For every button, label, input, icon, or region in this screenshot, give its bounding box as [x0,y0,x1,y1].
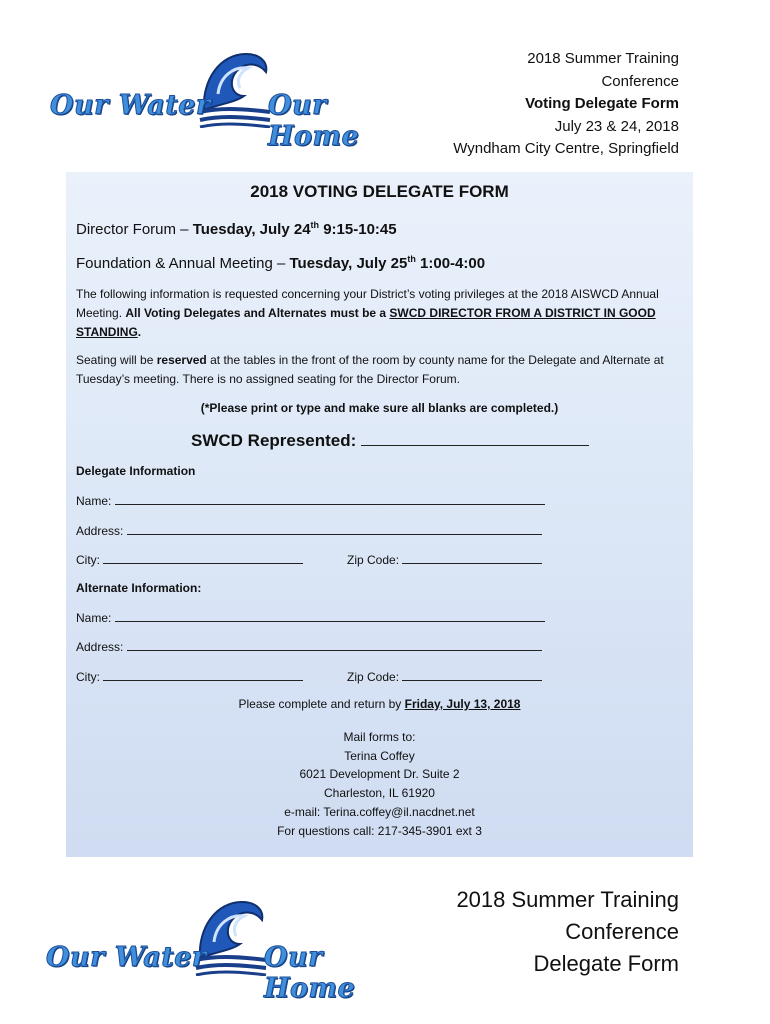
form-title: 2018 VOTING DELEGATE FORM [250,182,509,201]
return-date: Friday, July 13, 2018 [404,697,521,711]
director-prefix: Director Forum – [76,221,193,238]
mail-block [66,728,693,840]
mail-line-3: 6021 Development Dr. Suite 2 [299,767,460,782]
delegate-city-label: City: [76,553,104,567]
para1-b: All Voting Delegates and Alternates must be a [125,306,390,320]
alternate-city-row [76,668,303,684]
header-line-3: Voting Delegate Form [525,95,679,112]
delegate-zip-input[interactable] [402,551,542,564]
mail-line-1: Mail forms to: [343,730,416,744]
header-line-4: July 23 & 24, 2018 [554,117,679,135]
delegate-city-row [76,551,303,567]
header-block [453,48,679,161]
foundation-line [76,254,485,272]
para1-d: . [137,325,142,339]
swcd-input[interactable] [361,433,589,446]
alternate-city-input[interactable] [103,668,303,681]
return-line [66,697,693,711]
mail-line-2: Terina Coffey [344,748,415,763]
alternate-name-input[interactable] [115,609,545,622]
alternate-heading: Alternate Information: [76,581,202,595]
return-prefix: Please complete and return by [238,697,405,711]
delegate-name-label: Name: [76,494,115,508]
footer-line-3: Delegate Form [533,951,679,976]
logo-bottom [46,898,406,1004]
foundation-time: 1:00-4:00 [415,255,486,272]
para1-a: The following information is requested concerning your District’s voting privileges at the 2018 AISWCD Annual Meeting. [76,287,659,320]
intro-paragraph [76,285,676,342]
director-sup: th [310,220,320,230]
para2-a: Seating will be [76,353,157,367]
delegate-city-input[interactable] [103,551,303,564]
footer-line-2: Conference [565,919,679,944]
para2-b: reserved [156,353,207,367]
alternate-zip-label: Zip Code: [347,670,403,684]
logo-word-left: Our Water [50,90,211,121]
footer-title [456,884,679,980]
delegate-name-row [76,492,545,508]
header-line-2: Conference [601,72,679,90]
delegate-name-input[interactable] [115,492,545,505]
delegate-address-label: Address: [76,524,127,538]
alternate-address-input[interactable] [127,638,542,651]
foundation-prefix: Foundation & Annual Meeting – [76,255,290,272]
mail-email[interactable]: e-mail: Terina.coffey@il.nacdnet.net [284,804,475,819]
foundation-day: Tuesday, July 25 [289,255,408,272]
logo-top [50,50,410,152]
director-day: Tuesday, July 24 [192,221,311,238]
logo-word-right: Our Home [268,90,360,152]
alternate-name-label: Name: [76,611,115,625]
alternate-name-row [76,609,545,625]
form-panel [66,172,693,857]
print-note: (*Please print or type and make sure all blanks are completed.) [200,401,559,415]
mail-phone: For questions call: 217-345-3901 ext 3 [277,823,482,838]
para1-c: SWCD DIRECTOR FROM A DISTRICT IN GOOD STANDING [76,306,656,339]
director-forum-line [76,220,397,238]
alternate-zip-input[interactable] [402,668,542,681]
delegate-address-input[interactable] [127,522,542,535]
swcd-label: SWCD Represented: [191,431,362,450]
header-line-5: Wyndham City Centre, Springfield [453,140,679,157]
logo-bottom-word-left: Our Water [46,942,207,973]
logo-bottom-word-right: Our Home [264,942,356,1004]
delegate-address-row [76,522,542,538]
alternate-zip-row [347,668,542,684]
footer-line-1: 2018 Summer Training [456,887,679,912]
delegate-heading: Delegate Information [76,464,196,478]
mail-line-4: Charleston, IL 61920 [324,786,435,801]
swcd-represented [191,431,589,451]
para2-c: at the tables in the front of the room by county name for the Delegate and Alternate at Tuesday’s meeting. There is no assigned seating for the Director Forum. [76,353,664,386]
seating-paragraph [76,351,676,389]
alternate-address-label: Address: [76,640,127,654]
director-time: 9:15-10:45 [319,221,397,238]
delegate-zip-row [347,551,542,567]
header-line-1: 2018 Summer Training [527,50,679,67]
alternate-address-row [76,638,542,654]
delegate-zip-label: Zip Code: [347,553,403,567]
foundation-sup: th [407,254,416,264]
alternate-city-label: City: [76,670,104,684]
